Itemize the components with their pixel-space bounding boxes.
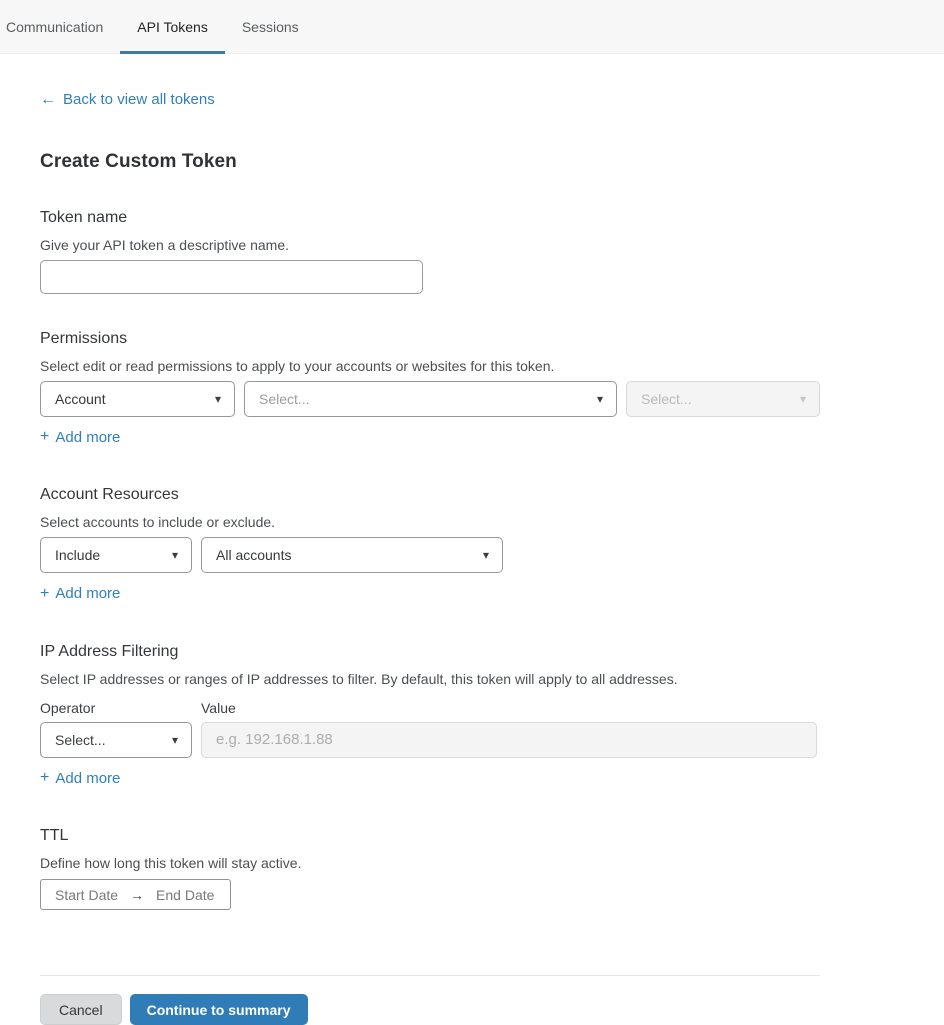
chevron-down-icon: ▾ [799, 391, 806, 406]
create-token-form [0, 54, 944, 1025]
permission-access-select[interactable] [626, 381, 820, 417]
resource-accounts-value: All accounts [216, 547, 292, 563]
permission-group-select[interactable] [244, 381, 617, 417]
permission-scope-select[interactable] [40, 381, 235, 417]
chevron-down-icon: ▾ [482, 548, 489, 562]
cancel-button[interactable]: Cancel [40, 994, 122, 1025]
ttl-label: TTL [40, 827, 69, 844]
resource-mode-select[interactable] [40, 537, 192, 573]
permission-group-placeholder: Select... [259, 390, 310, 407]
account-resources-label: Account Resources [40, 486, 179, 503]
resource-accounts-select[interactable] [201, 537, 503, 573]
permission-scope-value: Account [55, 390, 106, 407]
footer-actions [40, 994, 904, 1025]
permissions-row [40, 381, 904, 417]
tab-sessions[interactable]: Sessions [241, 18, 299, 35]
tab-api-tokens[interactable]: API Tokens [120, 0, 225, 53]
ip-filtering-description: Select IP addresses or ranges of IP addresses to filter. By default, this token will apply to all addresses. [40, 670, 678, 687]
ip-value-input[interactable] [201, 722, 817, 758]
operator-label: Operator [40, 699, 96, 716]
ip-filtering-sublabels [40, 701, 904, 716]
continue-to-summary-button[interactable]: Continue to summary [130, 994, 308, 1025]
permissions-label: Permissions [40, 329, 128, 347]
arrow-left-icon: ← [40, 90, 56, 108]
plus-icon: + [40, 428, 50, 445]
permissions-description: Select edit or read permissions to apply to your accounts or websites for this token. [40, 357, 555, 374]
chevron-down-icon: ▾ [171, 732, 178, 747]
end-date-placeholder: End Date [156, 886, 215, 903]
account-resources-add-more-link[interactable] [40, 585, 120, 602]
footer-divider [40, 975, 820, 976]
back-to-tokens-link[interactable] [40, 91, 215, 108]
ip-filtering-row [40, 722, 904, 758]
add-more-label: Add more [55, 585, 121, 602]
chevron-down-icon: ▾ [214, 391, 221, 406]
chevron-down-icon: ▾ [171, 548, 178, 562]
back-link-label: Back to view all tokens [63, 91, 215, 108]
add-more-label: Add more [55, 428, 121, 446]
page-title: Create Custom Token [40, 150, 237, 172]
tab-communication[interactable]: Communication [6, 18, 104, 35]
plus-icon: + [40, 584, 50, 602]
account-resources-row [40, 537, 904, 573]
add-more-label: Add more [55, 769, 121, 787]
ip-operator-placeholder: Select... [55, 731, 106, 748]
arrow-right-icon: → [130, 886, 145, 903]
ip-filtering-add-more-link[interactable] [40, 770, 120, 787]
resource-mode-value: Include [55, 547, 101, 563]
start-date-placeholder: Start Date [55, 886, 119, 903]
token-name-description: Give your API token a descriptive name. [40, 236, 290, 253]
chevron-down-icon: ▾ [596, 391, 603, 406]
ip-filtering-label: IP Address Filtering [40, 642, 179, 660]
token-name-label: Token name [40, 208, 128, 226]
plus-icon: + [40, 769, 50, 786]
permissions-add-more-link[interactable] [40, 429, 120, 446]
account-resources-description: Select accounts to include or exclude. [40, 514, 276, 530]
token-name-input[interactable] [40, 260, 423, 294]
value-label: Value [201, 699, 236, 716]
ttl-date-range-input[interactable] [40, 879, 231, 910]
ttl-description: Define how long this token will stay active. [40, 855, 302, 871]
tab-bar [0, 0, 944, 54]
permission-access-placeholder: Select... [641, 390, 692, 407]
ip-operator-select[interactable] [40, 722, 192, 758]
